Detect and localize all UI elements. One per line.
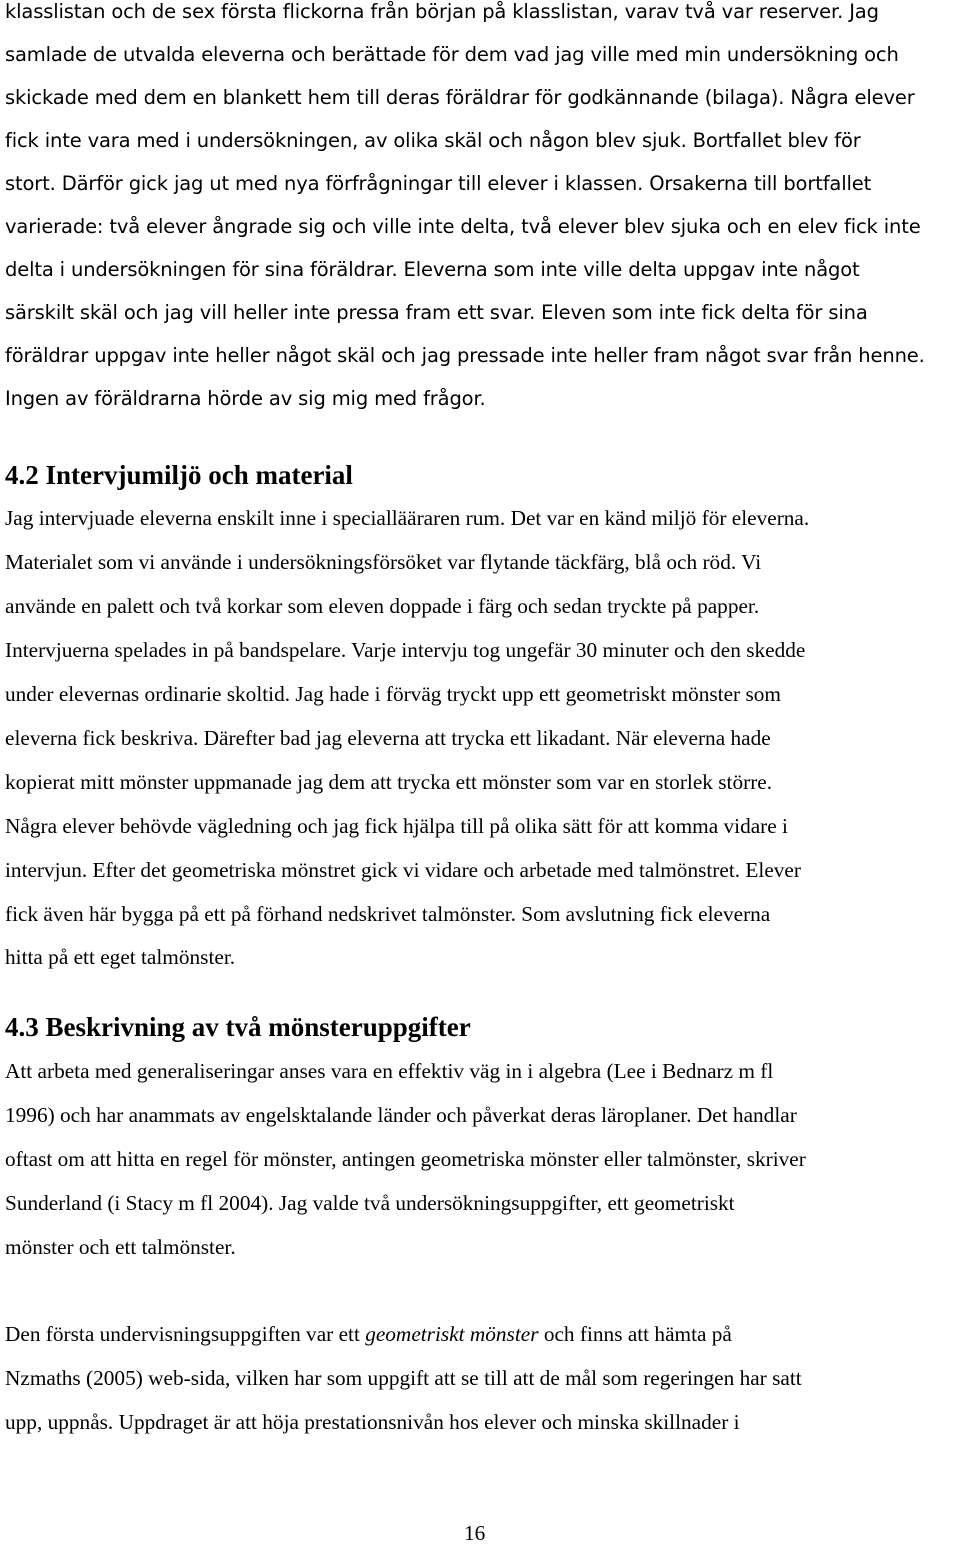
paragraph-line: varierade: två elever ångrade sig och ville inte delta, två elever blev sjuka och en elev fick inte <box>5 215 921 238</box>
paragraph-line: 1996) och har anammats av engelsktalande länder och påverkat deras läroplaner. Det handlar <box>5 1103 797 1127</box>
paragraph-line: oftast om att hitta en regel för mönster, antingen geometriska mönster eller talmönster, skriver <box>5 1147 806 1171</box>
paragraph-line: samlade de utvalda eleverna och berättade för dem vad jag ville med min undersökning och <box>5 43 899 66</box>
paragraph-line: hitta på ett eget talmönster. <box>5 945 236 969</box>
paragraph-line: skickade med dem en blankett hem till deras föräldrar för godkännande (bilaga). Några elever <box>5 86 915 109</box>
paragraph-line: Att arbeta med generaliseringar anses vara en effektiv väg in i algebra (Lee i Bednarz m fl <box>5 1059 774 1083</box>
paragraph-line: använde en palett och två korkar som eleven doppade i färg och sedan tryckte på papper. <box>5 594 760 618</box>
text-run: Den första undervisningsuppgiften var ett <box>5 1322 366 1346</box>
emphasized-term: geometriskt mönster <box>365 1322 539 1346</box>
paragraph-line: Några elever behövde vägledning och jag fick hjälpa till på olika sätt för att komma vidare i <box>5 814 788 838</box>
paragraph-line: stort. Därför gick jag ut med nya förfrågningar till elever i klassen. Orsakerna till bortfallet <box>5 172 872 195</box>
paragraph-line: fick inte vara med i undersökningen, av olika skäl och någon blev sjuk. Bortfallet blev för <box>5 129 861 152</box>
paragraph-line: särskilt skäl och jag vill heller inte pressa fram ett svar. Eleven som inte fick delta för sina <box>5 301 868 324</box>
paragraph-line: eleverna fick beskriva. Därefter bad jag eleverna att trycka ett likadant. När eleverna hade <box>5 726 771 750</box>
paragraph-line: fick även här bygga på ett på förhand nedskrivet talmönster. Som avslutning fick eleverna <box>5 902 771 926</box>
paragraph-line: Intervjuerna spelades in på bandspelare. Varje intervju tog ungefär 30 minuter och den skedde <box>5 638 806 662</box>
paragraph-line: föräldrar uppgav inte heller något skäl och jag pressade inte heller fram något svar från henne. <box>5 344 925 367</box>
paragraph-line: Nzmaths (2005) web-sida, vilken har som uppgift att se till att de mål som regeringen har satt <box>5 1366 802 1390</box>
paragraph-line: mönster och ett talmönster. <box>5 1235 236 1259</box>
page-number: 16 <box>464 1521 486 1545</box>
paragraph-line: klasslistan och de sex första flickorna från början på klasslistan, varav två var reserver. Jag <box>5 0 879 23</box>
paragraph-line: under elevernas ordinarie skoltid. Jag hade i förväg tryckt upp ett geometriskt mönster som <box>5 682 781 706</box>
paragraph-line: Ingen av föräldrarna hörde av sig mig med frågor. <box>5 387 486 410</box>
paragraph-line: delta i undersökningen för sina föräldrar. Eleverna som inte ville delta uppgav inte något <box>5 258 860 281</box>
paragraph-line: Sunderland (i Stacy m fl 2004). Jag valde två undersökningsuppgifter, ett geometriskt <box>5 1191 735 1215</box>
paragraph-line: kopierat mitt mönster uppmanade jag dem att trycka ett mönster som var en storlek större. <box>5 770 773 794</box>
paragraph-line: upp, uppnås. Uppdraget är att höja prestationsnivån hos elever och minska skillnader i <box>5 1410 740 1434</box>
paragraph-line <box>5 1322 732 1346</box>
paragraph-line: Materialet som vi använde i undersökningsförsöket var flytande täckfärg, blå och röd. Vi <box>5 550 762 574</box>
section-heading-4-3: 4.3 Beskrivning av två mönsteruppgifter <box>5 1012 471 1042</box>
text-run: och finns att hämta på <box>538 1322 732 1346</box>
section-heading-4-2: 4.2 Intervjumiljö och material <box>5 460 353 490</box>
paragraph-line: Jag intervjuade eleverna enskilt inne i speciallääraren rum. Det var en känd miljö för eleverna. <box>5 506 810 530</box>
paragraph-line: intervjun. Efter det geometriska mönstret gick vi vidare och arbetade med talmönstret. Elever <box>5 858 801 882</box>
